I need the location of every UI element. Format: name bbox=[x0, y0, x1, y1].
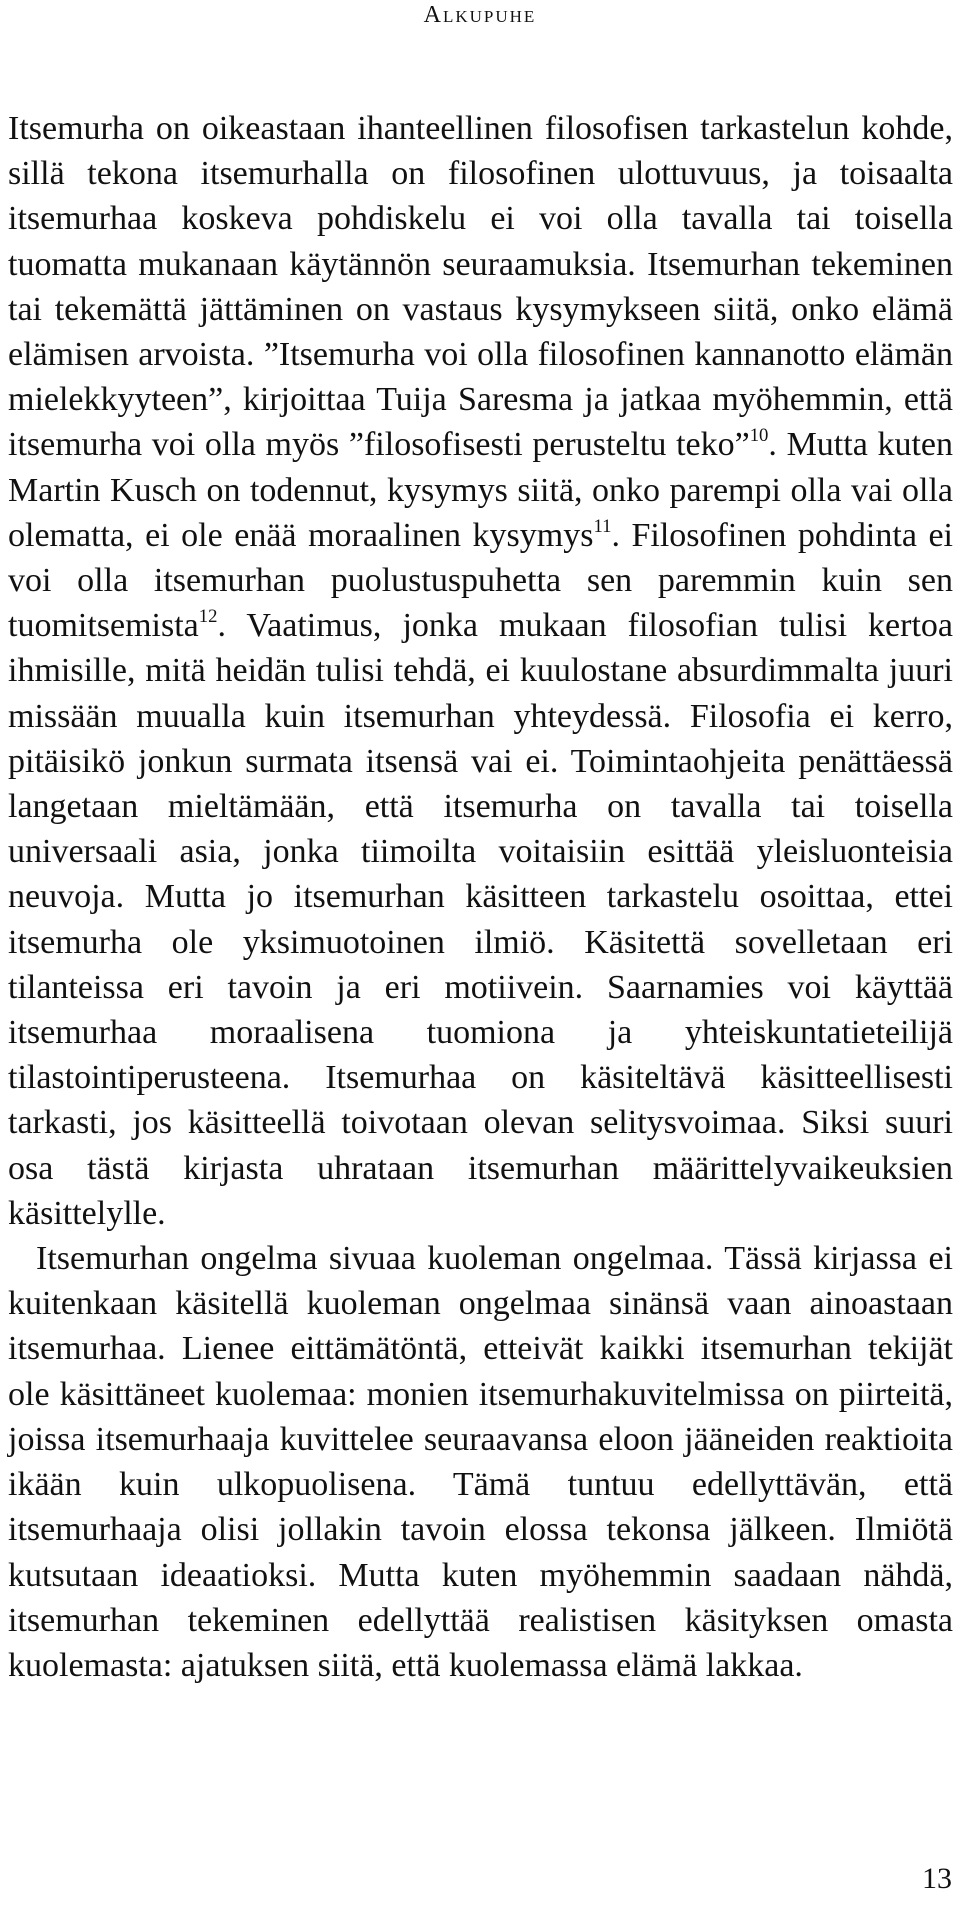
text-run: . Filosofinen pohdinta ei voi olla itsemurhan puolustuspuhetta sen paremmin kuin sen tuomitsemista bbox=[8, 516, 953, 645]
page-number: 13 bbox=[922, 1862, 952, 1895]
text-run: . Vaatimus, jonka mukaan filosofian tulisi kertoa ihmisille, mitä heidän tulisi tehdä, ei kuulostane absurdimmalta juuri missään muualla kuin itsemurhan yhteydessä. Filosofia ei kerro, pitäisikö jonkun surmata itsensä vai ei. Toimintaohjeita penättäessä langetaan mieltämään, että itsemurha on tavalla tai toisella universaali asia, jonka tiimoilta voitaisiin esittää yleisluonteisia neuvoja. Mutta jo itsemurhan käsitteen tarkastelu osoittaa, ettei itsemurha ole yksimuotoinen ilmiö. Käsitettä sovelletaan eri tilanteissa eri tavoin ja eri motiivein. Saarnamies voi käyttää itsemurhaa moraalisena tuomiona ja yhteiskuntatieteilijä tilastointiperusteena. Itsemurhaa on käsiteltävä käsitteellisesti tarkasti, jos käsitteellä toivotaan olevan selitysvoimaa. Siksi suuri osa tästä kirjasta uhrataan itsemurhan määrittelyvaikeuksien käsittelylle. bbox=[8, 607, 953, 1232]
footnote-ref-12: 12 bbox=[198, 606, 218, 628]
running-head: Alkupuhe bbox=[423, 2, 537, 28]
footnote-ref-11: 11 bbox=[593, 515, 612, 537]
body-text bbox=[8, 106, 953, 1688]
footnote-ref-10: 10 bbox=[749, 425, 769, 447]
text-run: . Mutta kuten Martin Kusch on todennut, kysymys siitä, onko parempi olla vai olla olematta, ei ole enää moraalinen kysymys bbox=[8, 426, 953, 554]
paragraph-2 bbox=[8, 1236, 953, 1688]
paragraph-1 bbox=[8, 106, 953, 1236]
text-run: Itsemurhan ongelma sivuaa kuoleman ongelmaa. Tässä kirjassa ei kuitenkaan käsitellä kuoleman ongelmaa sinänsä vaan ainoastaan itsemurhaa. Lienee eittämätöntä, etteivät kaikki itsemurhan tekijät ole käsittäneet kuolemaa: monien itsemurhakuvitelmissa on piirteitä, joissa itsemurhaaja kuvittelee seuraavansa eloon jääneiden reaktioita ikään kuin ulkopuolisena. Tämä tuntuu edellyttävän, että itsemurhaaja olisi jollakin tavoin elossa tekonsa jälkeen. Ilmiötä kutsutaan ideaatioksi. Mutta kuten myöhemmin saadaan nähdä, itsemurhan tekeminen edellyttää realistisen käsityksen omasta kuolemasta: ajatuksen siitä, että kuolemassa elämä lakkaa. bbox=[8, 1240, 953, 1684]
text-run: Itsemurha on oikeastaan ihanteellinen filosofisen tarkastelun kohde, sillä tekona itsemurhalla on filosofinen ulottuvuus, ja toisaalta itsemurhaa koskeva pohdiskelu ei voi olla tavalla tai toisella tuomatta mukanaan käytännön seuraamuksia. Itsemurhan tekeminen tai tekemättä jättäminen on vastaus kysymykseen siitä, onko elämä elämisen arvoista. ”Itsemurha voi olla filosofinen kannanotto elämän mielekkyyteen”, kirjoittaa Tuija Saresma ja jatkaa myöhemmin, että itsemurha voi olla myös ”filosofisesti perusteltu teko” bbox=[8, 110, 953, 464]
